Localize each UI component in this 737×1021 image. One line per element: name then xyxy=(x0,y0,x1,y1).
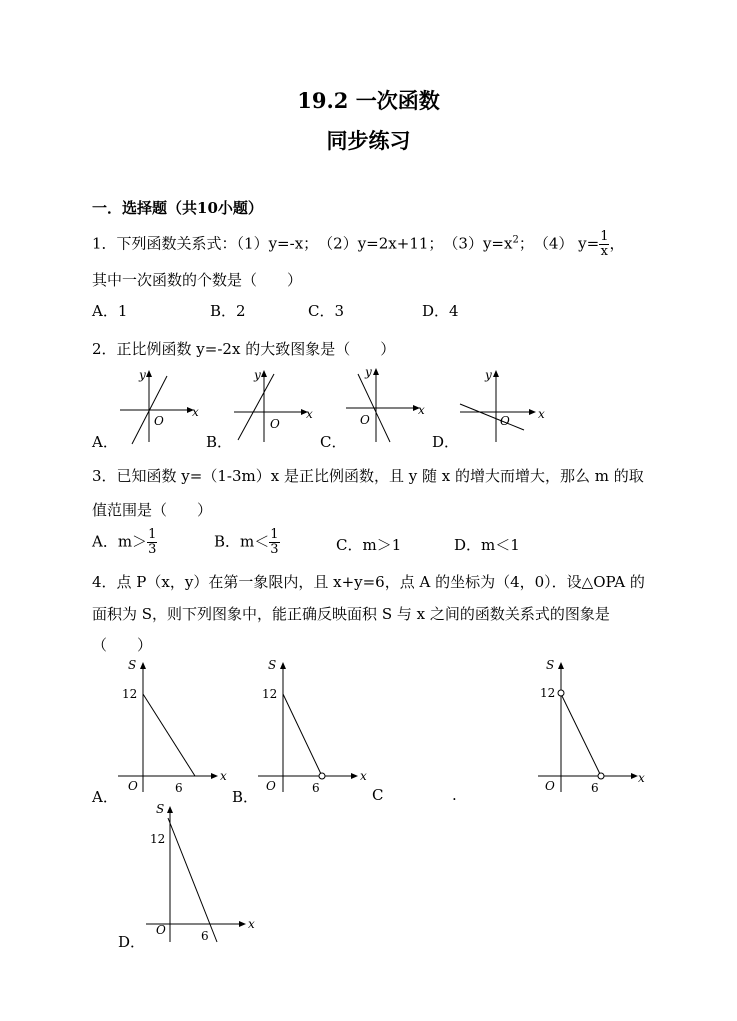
q4-graph-c xyxy=(528,652,658,797)
q4-option-a: A． xyxy=(92,788,118,806)
q3-option-b-label: B．m＜ xyxy=(214,532,270,551)
x-arrow-icon xyxy=(631,773,638,779)
q1-fraction xyxy=(599,230,609,259)
q3-option-a-fraction xyxy=(147,528,157,557)
q4-line2: 面积为 S，则下列图象中，能正确反映面积 S 与 x 之间的函数关系式的图象是 xyxy=(92,605,610,623)
q3-option-c: C．m＞1 xyxy=(336,536,402,554)
q2-line1: 2．正比例函数 y=-2x 的大致图象是（ ） xyxy=(92,340,396,358)
x-label: x xyxy=(192,405,199,419)
x-arrow-icon xyxy=(239,921,246,927)
q2-option-a: A． xyxy=(92,433,118,451)
val-12: 12 xyxy=(540,686,556,700)
q1-option-b: B．2 xyxy=(210,302,246,320)
q3-option-d: D．m＜1 xyxy=(454,536,520,554)
q2-graph-d xyxy=(452,362,552,447)
s-arrow-icon xyxy=(280,662,286,669)
x-label: x xyxy=(220,769,227,783)
origin-label: O xyxy=(545,779,555,793)
origin-label: O xyxy=(360,413,370,427)
q2-option-b: B． xyxy=(206,433,233,451)
x-label: x xyxy=(360,769,367,783)
q3-option-a xyxy=(92,528,157,557)
q1-option-c: C．3 xyxy=(308,302,345,320)
y-label: y xyxy=(139,368,146,382)
origin-label: O xyxy=(266,779,276,793)
q1-option-d: D．4 xyxy=(422,302,459,320)
q2-graph-a xyxy=(112,362,207,447)
q3-option-a-label: A．m＞ xyxy=(92,532,148,551)
frac-den: 3 xyxy=(148,542,157,557)
q1-line2: 其中一次函数的个数是（ ） xyxy=(92,271,303,289)
function-line xyxy=(460,404,524,430)
function-line xyxy=(143,694,195,776)
q3-option-b xyxy=(214,528,280,557)
q3-option-b-fraction xyxy=(269,528,279,557)
q4-line1: 4．点 P（x，y）在第一象限内，且 x+y=6，点 A 的坐标为（4，0）．设△OPA 的 xyxy=(92,573,645,591)
q4-option-b: B． xyxy=(232,788,259,806)
q1-frac-num: 1 xyxy=(600,229,609,244)
frac-den: 3 xyxy=(270,542,279,557)
q4-graph-b xyxy=(248,652,378,797)
open-circle-icon xyxy=(558,690,564,696)
q2-option-d: D． xyxy=(432,433,460,451)
function-line xyxy=(238,374,274,440)
section-heading: 一．选择题（共10小题） xyxy=(92,199,263,217)
q4-option-c-dot: . xyxy=(452,786,457,804)
q4-option-d: D． xyxy=(118,933,146,951)
q1-option-a: A．1 xyxy=(92,302,128,320)
x-label: x xyxy=(306,407,313,421)
x-label: x xyxy=(418,403,425,417)
s-label: S xyxy=(128,658,137,672)
q4-line3: （ ） xyxy=(92,636,153,654)
q1-formula-after: ， xyxy=(609,234,625,253)
y-label: y xyxy=(485,368,492,382)
y-arrow-icon xyxy=(261,370,267,377)
s-label: S xyxy=(546,658,555,672)
x-arrow-icon xyxy=(211,773,218,779)
open-circle-icon xyxy=(598,773,604,779)
s-arrow-icon xyxy=(140,662,146,669)
y-arrow-icon xyxy=(146,370,152,377)
val-6: 6 xyxy=(312,781,320,795)
frac-num: 1 xyxy=(270,527,279,542)
origin-label: O xyxy=(270,417,280,431)
function-line xyxy=(283,694,321,774)
q2-option-c: C． xyxy=(320,433,347,451)
q2-graph-c xyxy=(338,362,433,447)
frac-num: 1 xyxy=(148,527,157,542)
q4-graph-a xyxy=(108,652,238,797)
y-label: y xyxy=(365,365,372,379)
val-6: 6 xyxy=(201,929,209,943)
x-arrow-icon xyxy=(351,773,358,779)
q1-formula-prefix: y= xyxy=(578,234,600,253)
val-12: 12 xyxy=(122,687,138,701)
q3-line1: 3．已知函数 y=（1-3m）x 是正比例函数，且 y 随 x 的增大而增大，那么 m 的取 xyxy=(92,467,644,485)
origin-label: O xyxy=(128,779,138,793)
q1-text: 1．下列函数关系式：（1）y=-x； （2）y=2x+11； （3）y=x xyxy=(92,234,513,253)
open-circle-icon xyxy=(319,773,325,779)
x-label: x xyxy=(248,917,255,931)
s-arrow-icon xyxy=(167,806,173,813)
y-arrow-icon xyxy=(493,370,499,377)
q1-frac-den: x xyxy=(600,244,609,259)
q4-option-c: C xyxy=(372,786,384,804)
q1-text-after: ； （4） xyxy=(518,234,574,253)
q3-line2: 值范围是（ ） xyxy=(92,501,213,519)
val-12: 12 xyxy=(262,687,278,701)
origin-label: O xyxy=(156,923,166,937)
val-6: 6 xyxy=(175,781,183,795)
q2-graph-b xyxy=(226,362,321,447)
page-subtitle: 同步练习 xyxy=(326,128,411,153)
val-6: 6 xyxy=(591,781,599,795)
x-label: x xyxy=(638,771,645,785)
s-arrow-icon xyxy=(558,662,564,669)
origin-label: O xyxy=(154,414,164,428)
val-12: 12 xyxy=(150,832,166,846)
y-label: y xyxy=(254,368,261,382)
origin-label: O xyxy=(500,414,510,428)
page-title: 19.2 一次函数 xyxy=(297,88,440,113)
s-label: S xyxy=(156,802,165,816)
x-label: x xyxy=(538,407,545,421)
function-line xyxy=(562,696,600,774)
s-label: S xyxy=(268,658,277,672)
y-arrow-icon xyxy=(373,368,379,375)
function-line xyxy=(168,818,217,942)
q4-graph-d xyxy=(140,796,270,946)
x-arrow-icon xyxy=(529,409,536,415)
q1-exponent: 2 xyxy=(512,234,519,246)
q1-line1 xyxy=(92,230,625,259)
